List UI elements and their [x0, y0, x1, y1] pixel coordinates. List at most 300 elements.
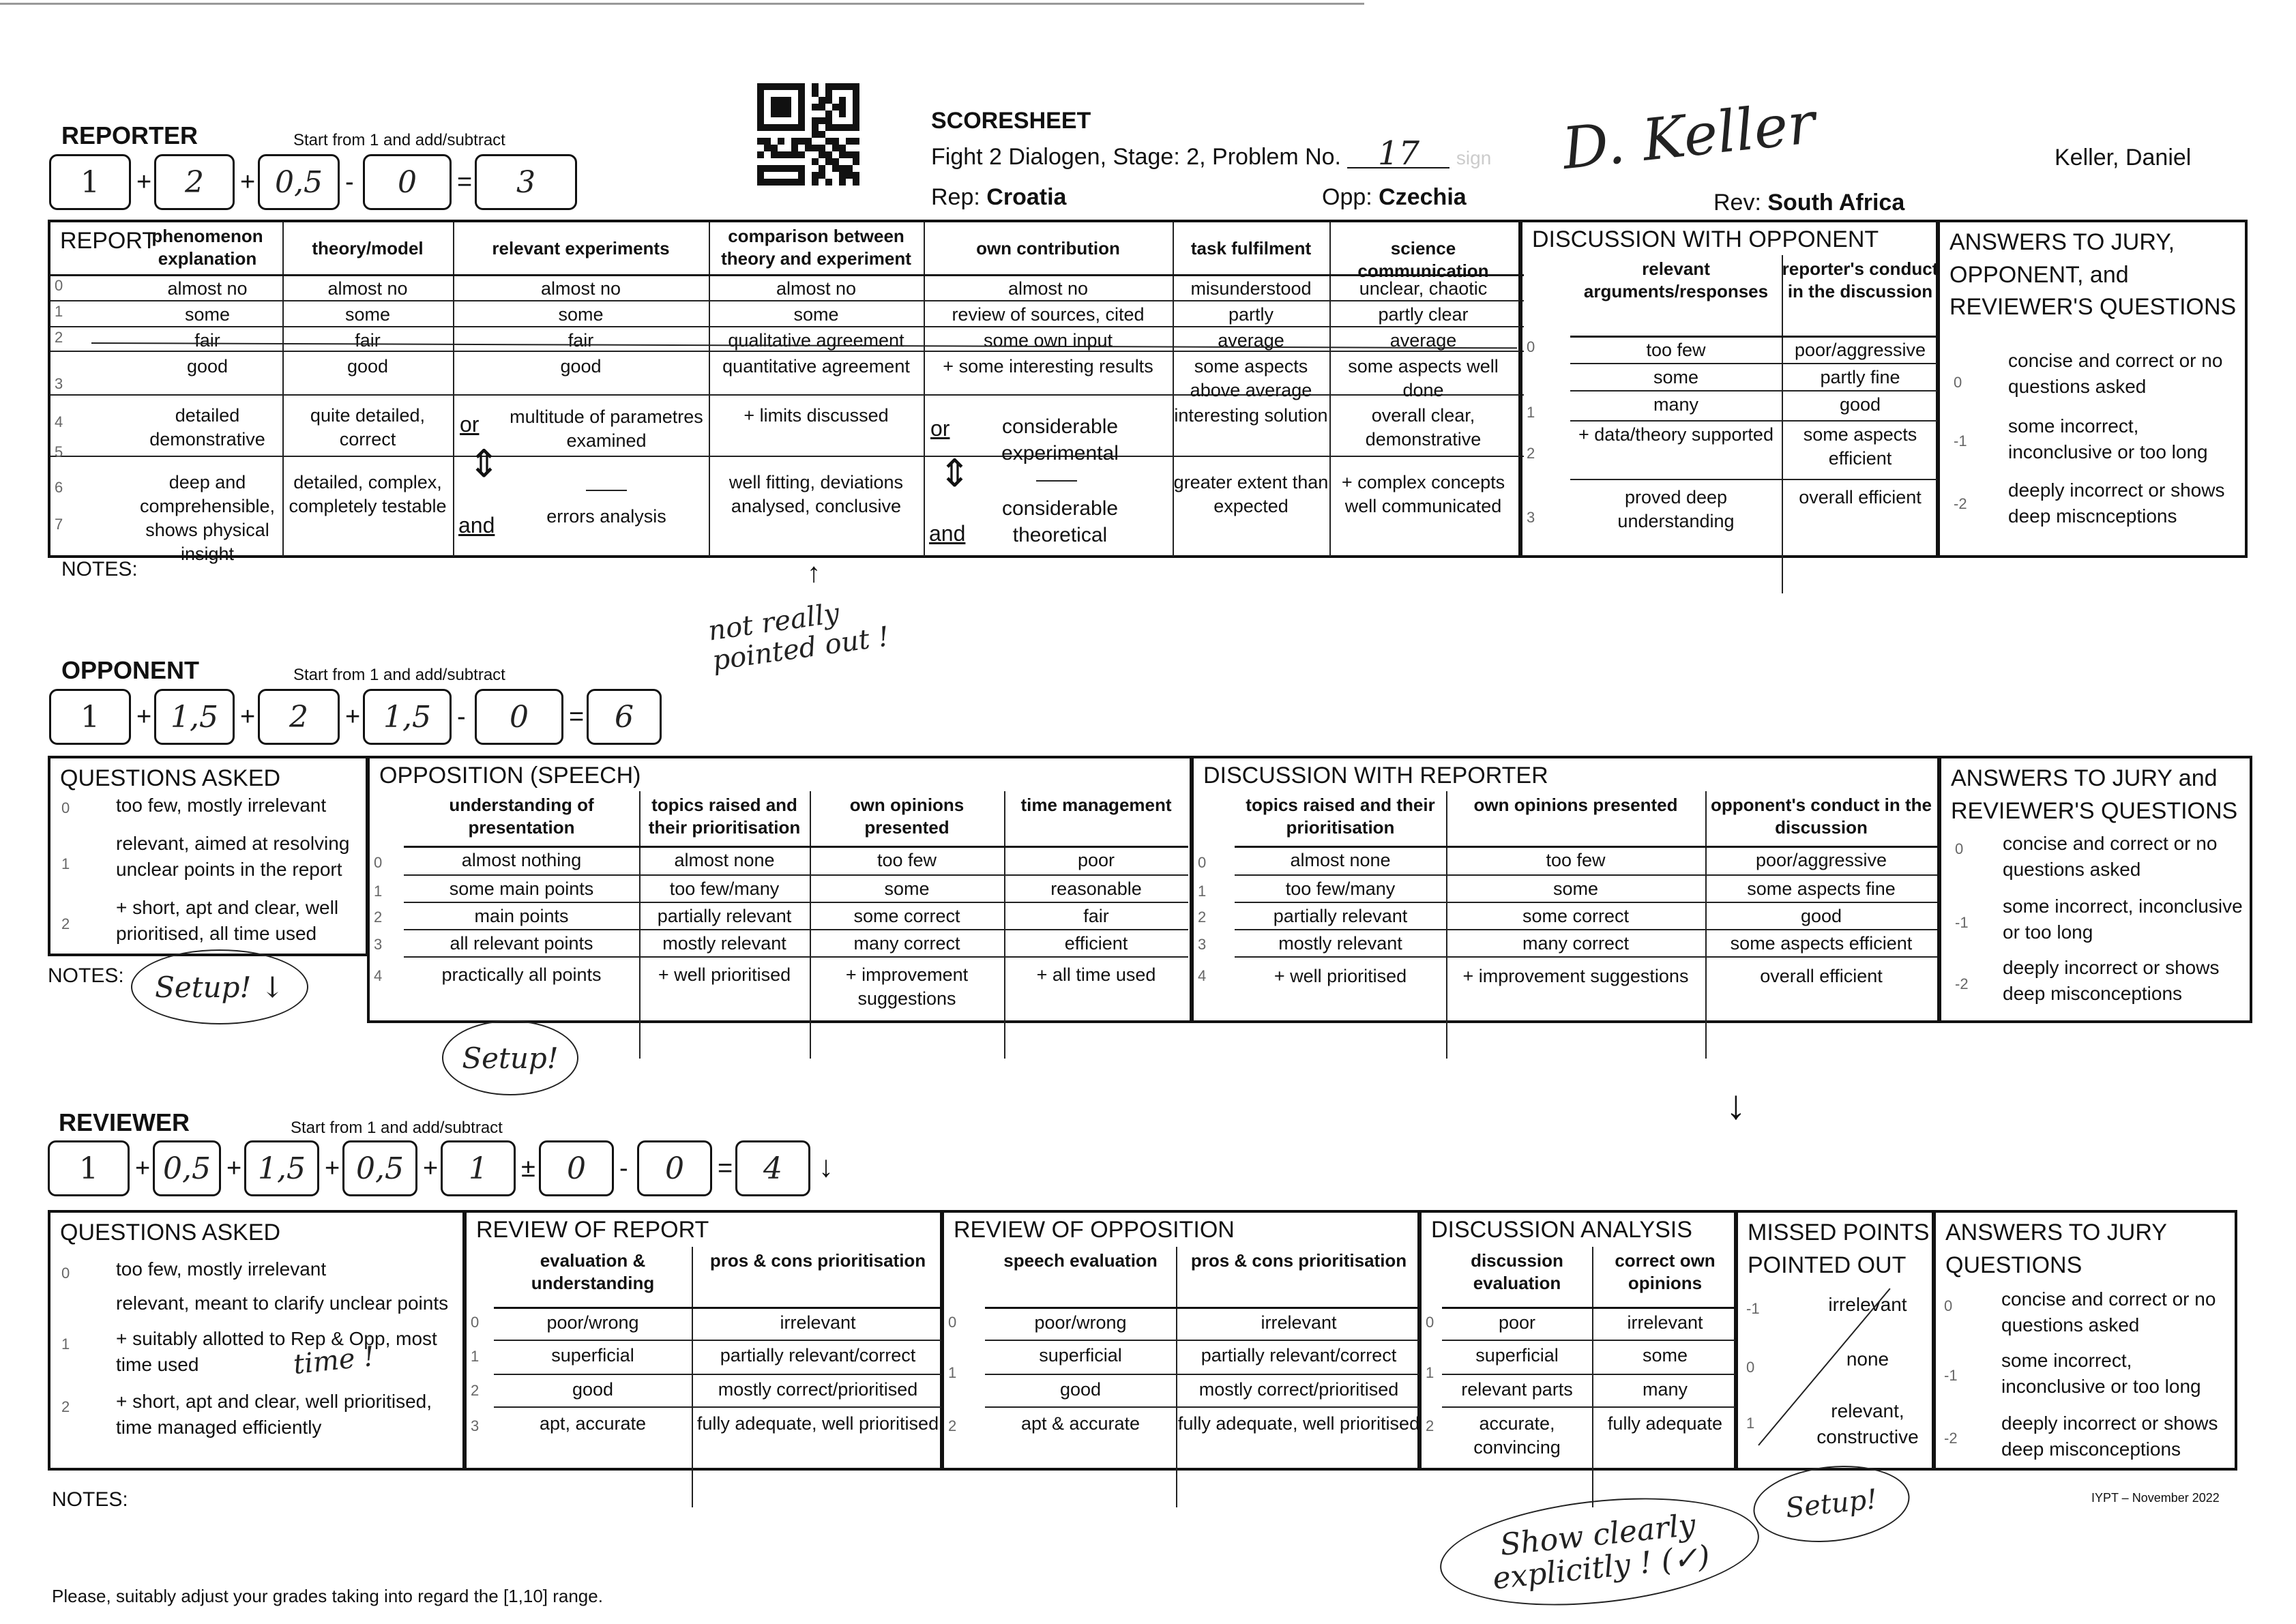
report-header-3: comparison between theory and experiment — [721, 226, 911, 269]
rev_disc-title: DISCUSSION ANALYSIS — [1431, 1217, 1692, 1243]
rev_disc-cell-1-1: some — [1642, 1345, 1688, 1365]
report-cell-1-5: partly — [1228, 304, 1274, 325]
report-row-line-4 — [50, 456, 1524, 457]
opp_ans-scale-2: -2 — [1955, 975, 1969, 992]
opponent-score-box-5: 6 — [587, 689, 662, 745]
opp_disc-cell-1-2: some aspects fine — [1747, 879, 1896, 899]
rep_disc-header-1: reporter's conduct in the discussion — [1782, 259, 1939, 301]
rep_disc-row-line-2 — [1570, 390, 1939, 392]
rev_disc-cell-2-1: many — [1642, 1379, 1688, 1400]
report-cell-2-5: average — [1218, 330, 1284, 351]
opp_disc-scale-4: 4 — [1198, 967, 1207, 984]
report-col-divider-4 — [924, 222, 925, 557]
opp-questions-panel — [48, 756, 368, 956]
opponent-score-op-4: = — [569, 703, 585, 731]
opp_disc-cell-0-2: poor/aggressive — [1755, 850, 1887, 870]
rev-setup-note: Setup! — [1750, 1458, 1913, 1549]
own-or-label: or — [930, 416, 950, 441]
rep_disc-row-line-3 — [1570, 420, 1939, 422]
rev_missed-item-2: relevant, constructive — [1816, 1400, 1919, 1447]
rep_ans-scale-0: 0 — [1954, 374, 1962, 391]
opp_speech-cell-0-1: almost none — [674, 850, 775, 870]
rev_disc-cell-2-0: relevant parts — [1461, 1379, 1573, 1400]
rep_disc-row-line-4 — [1570, 479, 1939, 480]
rev_opp-row-line-0 — [985, 1307, 1422, 1309]
report-answers-panel — [1937, 220, 2248, 558]
opp_speech-scale-3: 3 — [374, 936, 383, 953]
own-option-a: considerable experimental — [1001, 415, 1119, 464]
rep-team: Rep: Croatia — [931, 184, 1067, 210]
opponent-score-box-3: 1,5 — [363, 689, 452, 745]
report-scale-6: 6 — [55, 479, 63, 496]
opp_speech-cell-4-0: practically all points — [441, 964, 602, 985]
opp_speech-cell-1-0: some main points — [449, 879, 594, 899]
rev_opp-cell-3-0: apt & accurate — [1020, 1413, 1140, 1434]
opponent-score-op-0: + — [136, 703, 152, 731]
opp_speech-title: OPPOSITION (SPEECH) — [379, 763, 641, 788]
opp_q-item-2: + short, apt and clear, well prioritised, all time used — [116, 897, 339, 944]
opponent-score-box-2: 2 — [258, 689, 340, 745]
report-cell-3-5: some aspects above average — [1190, 356, 1312, 401]
rep_disc-cell-2-1: good — [1839, 394, 1881, 415]
report-cell-3-6: some aspects well done — [1348, 356, 1499, 401]
report-cell-0-2: almost no — [540, 278, 621, 299]
report-note: not really pointed out ! — [706, 597, 892, 677]
rep_ans-scale-1: -1 — [1954, 432, 1967, 449]
rev_disc-col-divider-1 — [1592, 1247, 1593, 1507]
opp_speech-cell-3-2: many correct — [853, 933, 960, 954]
report-header-4: own contribution — [976, 238, 1120, 259]
own-option-b: considerable theoretical — [1001, 497, 1119, 546]
opp_speech-header-0: understanding of presentation — [449, 795, 594, 838]
rev_disc-cell-1-0: superficial — [1475, 1345, 1559, 1365]
reviewer-score-op-4: ± — [521, 1154, 535, 1183]
opp_speech-header-2: own opinions presented — [849, 795, 965, 838]
reviewer-score-op-5: - — [619, 1154, 628, 1183]
report-col-divider-2 — [453, 222, 454, 557]
rev_disc-row-line-3 — [1442, 1406, 1738, 1408]
rev_opp-cell-0-1: irrelevant — [1261, 1312, 1337, 1333]
rep_disc-cell-1-0: some — [1653, 367, 1699, 387]
own-divider — [1036, 480, 1077, 482]
exp-and-label: and — [458, 513, 495, 537]
report-cell-3-4: + some interesting results — [943, 356, 1153, 377]
opp_disc-header-1: own opinions presented — [1473, 795, 1678, 815]
opp_ans-item-2: deeply incorrect or shows deep misconceptions — [2003, 957, 2220, 1004]
exp-divider — [586, 490, 627, 491]
report-scale-0: 0 — [55, 277, 63, 294]
exp-option-a: multitude of parametres examined — [510, 407, 703, 452]
rev-questions-panel — [48, 1210, 465, 1471]
reporter-score-line — [49, 154, 581, 211]
opponent-score-op-1: + — [240, 703, 256, 731]
reporter-score-op-2: - — [345, 168, 354, 196]
reviewer-score-box-4: 1 — [441, 1140, 516, 1196]
report-scale-7: 7 — [55, 516, 63, 533]
report-note-arrow: ↑ — [807, 558, 821, 588]
rev_disc-cell-0-1: irrelevant — [1627, 1312, 1703, 1333]
rev_opp-cell-3-1: fully adequate, well prioritised — [1177, 1413, 1420, 1434]
rev_opp-cell-2-1: mostly correct/prioritised — [1198, 1379, 1399, 1400]
rev_disc-row-line-1 — [1442, 1340, 1738, 1341]
opponent-score-box-0: 1 — [49, 689, 131, 745]
opp_disc-row-line-3 — [1235, 929, 1937, 930]
report-cell-3-3: quantitative agreement — [722, 356, 910, 377]
report-scale-3: 3 — [55, 375, 63, 392]
opp_speech-cell-2-1: partially relevant — [657, 906, 792, 926]
report-header-2: relevant experiments — [492, 238, 670, 259]
rev_disc-cell-0-0: poor — [1498, 1312, 1536, 1333]
rev_report-cell-2-1: mostly correct/prioritised — [718, 1379, 918, 1400]
report-cell-4-3: + limits discussed — [744, 405, 889, 426]
rep_disc-cell-3-0: + data/theory supported — [1578, 424, 1773, 445]
opp_q-item-0: too few, mostly irrelevant — [116, 795, 327, 816]
report-cell-0-6: unclear, chaotic — [1359, 278, 1488, 299]
rev_q-scale-0: 0 — [61, 1265, 70, 1282]
rev_report-row-line-1 — [494, 1340, 944, 1341]
rev_q-scale-1: 1 — [61, 1335, 70, 1353]
rev_opp-title: REVIEW OF OPPOSITION — [954, 1217, 1235, 1243]
opp_disc-scale-0: 0 — [1198, 854, 1207, 871]
rep_ans-scale-2: -2 — [1954, 495, 1967, 512]
rep_disc-scale-3: 3 — [1527, 509, 1535, 526]
missed-arrow: ↓ — [1726, 1082, 1746, 1127]
rev_opp-cell-2-0: good — [1059, 1379, 1102, 1400]
rev_report-scale-1: 1 — [471, 1348, 480, 1365]
report-cell-2-6: average — [1389, 330, 1457, 351]
opp_speech-scale-0: 0 — [374, 854, 383, 871]
rev_report-cell-2-0: good — [572, 1379, 614, 1400]
rev_report-cell-1-1: partially relevant/correct — [720, 1345, 916, 1365]
report-cell-3-1: good — [347, 356, 389, 377]
opp-answers-panel — [1939, 756, 2252, 1023]
report-cell-5-6: + complex concepts well communicated — [1341, 472, 1505, 517]
opp_disc-title: DISCUSSION WITH REPORTER — [1203, 763, 1548, 788]
opp_speech-cell-3-0: all relevant points — [450, 933, 593, 954]
rev_q-title: QUESTIONS ASKED — [60, 1220, 281, 1245]
opp_ans-title: ANSWERS TO JURY and REVIEWER'S QUESTIONS — [1951, 765, 2238, 824]
review-opposition-panel — [941, 1210, 1420, 1471]
reporter-score-op-3: = — [457, 168, 473, 196]
report-cell-0-5: misunderstood — [1190, 278, 1312, 299]
rep_disc-cell-3-1: some aspects efficient — [1803, 424, 1917, 469]
opp_speech-cell-2-2: some correct — [853, 906, 960, 926]
problem-number: 17 — [1347, 140, 1449, 168]
opp_speech-cell-4-3: + all time used — [1036, 964, 1156, 985]
opp-discussion-panel — [1191, 756, 1940, 1023]
report-cell-1-2: some — [558, 304, 604, 325]
reporter-score-box-3: 0 — [363, 154, 452, 210]
missed-points-panel — [1735, 1210, 1934, 1471]
qr-code — [757, 83, 859, 186]
rep_disc-scale-0: 0 — [1527, 338, 1535, 355]
rev_disc-row-line-0 — [1442, 1307, 1738, 1309]
opp_speech-cell-4-2: + improvement suggestions — [845, 964, 969, 1009]
opponent-score-op-3: - — [457, 703, 466, 731]
rev_opp-cell-0-0: poor/wrong — [1034, 1312, 1127, 1333]
rev_disc-cell-3-0: accurate, convincing — [1473, 1413, 1561, 1458]
rep_disc-cell-2-0: many — [1653, 394, 1699, 415]
rev_ans-scale-1: -1 — [1944, 1367, 1958, 1384]
report-header-rule — [50, 274, 1524, 276]
report-cell-3-0: good — [186, 356, 229, 377]
rep_disc-row-line-1 — [1570, 363, 1939, 364]
rep_ans-item-1: some incorrect, inconclusive or too long — [2008, 415, 2208, 462]
rep_ans-item-0: concise and correct or no questions asked — [2008, 350, 2223, 397]
rep_disc-scale-1: 1 — [1527, 404, 1535, 421]
exp-updown-icon: ⇕ — [468, 442, 500, 485]
rep_disc-cell-1-1: partly fine — [1820, 367, 1900, 387]
rep_disc-row-line-0 — [1570, 336, 1939, 338]
rev_report-row-line-3 — [494, 1406, 944, 1408]
rev_disc-scale-1: 1 — [1426, 1364, 1434, 1381]
report-header-5: task fulfilment — [1190, 238, 1312, 259]
rev_missed-scale-1: 0 — [1746, 1359, 1755, 1376]
rev_report-header-0: evaluation & understanding — [531, 1250, 655, 1293]
rev_q-item-0: too few, mostly irrelevant — [116, 1258, 327, 1280]
rep_disc-header-0: relevant arguments/responses — [1583, 259, 1769, 301]
reviewer-score-box-2: 1,5 — [244, 1140, 319, 1196]
reviewer-score-box-6: 0 — [637, 1140, 712, 1196]
opp_speech-row-line-3 — [404, 929, 1188, 930]
reviewer-score-box-1: 0,5 — [153, 1140, 221, 1196]
report-cell-0-4: almost no — [1007, 278, 1089, 299]
opp_speech-row-line-2 — [404, 902, 1188, 903]
opp_speech-cell-2-0: main points — [474, 906, 569, 926]
opp_disc-row-line-2 — [1235, 902, 1937, 903]
report-label: REPORT — [60, 228, 157, 254]
rep_ans-title: ANSWERS TO JURY, OPPONENT, and REVIEWER'S QUESTIONS — [1949, 229, 2237, 321]
opp_disc-cell-4-0: + well prioritised — [1274, 966, 1407, 986]
reviewer-notes-label: NOTES: — [52, 1488, 128, 1511]
report-cell-2-2: fair — [568, 330, 594, 351]
rev_ans-title: ANSWERS TO JURY QUESTIONS — [1945, 1220, 2167, 1278]
rev_disc-scale-0: 0 — [1426, 1314, 1434, 1331]
opp_disc-cell-3-2: some aspects efficient — [1730, 933, 1913, 954]
rev_opp-scale-0: 0 — [948, 1314, 957, 1331]
opp_disc-cell-3-0: mostly relevant — [1278, 933, 1402, 954]
reporter-start-note: Start from 1 and add/subtract — [293, 131, 505, 149]
opp_q-title: QUESTIONS ASKED — [60, 765, 281, 791]
opp-setup-note: Setup! ↓ — [131, 949, 308, 1024]
rep_ans-item-2: deeply incorrect or shows deep miscnceptions — [2008, 479, 2225, 527]
footer-version: IYPT – November 2022 — [2091, 1491, 2220, 1505]
rev_disc-cell-3-1: fully adequate — [1607, 1413, 1723, 1434]
rev_report-cell-0-0: poor/wrong — [546, 1312, 639, 1333]
reviewer-score-arrow: ↓ — [819, 1150, 834, 1183]
reviewer-score-box-3: 0,5 — [342, 1140, 417, 1196]
opp_speech-header-1: topics raised and their prioritisation — [648, 795, 801, 838]
report-cell-3-2: good — [560, 356, 602, 377]
opp_speech-cell-0-2: too few — [877, 850, 937, 870]
rev_report-cell-3-0: apt, accurate — [539, 1413, 647, 1434]
rev_opp-row-line-3 — [985, 1406, 1422, 1408]
opp_disc-cell-1-0: too few/many — [1285, 879, 1396, 899]
rev_ans-scale-0: 0 — [1944, 1297, 1953, 1314]
exp-option-b: errors analysis — [546, 506, 666, 527]
opp_speech-cell-0-3: poor — [1077, 850, 1115, 870]
rev_q-item-1: relevant, meant to clarify unclear points — [116, 1293, 449, 1314]
rep_disc-title: DISCUSSION WITH OPPONENT — [1532, 226, 1879, 252]
rev_disc-header-1: correct own opinions — [1615, 1250, 1716, 1293]
opp-setup-note-2: Setup! — [442, 1020, 578, 1095]
rev_report-cell-3-1: fully adequate, well prioritised — [696, 1413, 939, 1434]
sign-label: sign — [1456, 147, 1492, 168]
reporter-score-box-2: 0,5 — [258, 154, 340, 210]
opponent-score-box-4: 0 — [475, 689, 563, 745]
opp_disc-cell-4-1: + improvement suggestions — [1462, 966, 1689, 986]
opp_disc-header-2: opponent's conduct in the discussion — [1711, 795, 1932, 838]
report-cell-2-4: some own input — [983, 330, 1113, 351]
report-cell-4-6: overall clear, demonstrative — [1365, 405, 1482, 450]
opp_ans-item-0: concise and correct or no questions asked — [2003, 833, 2218, 880]
rev_report-scale-0: 0 — [471, 1314, 480, 1331]
opp_speech-cell-0-0: almost nothing — [461, 850, 582, 870]
rev_missed-item-0: irrelevant — [1828, 1294, 1907, 1315]
report-cell-1-0: some — [184, 304, 231, 325]
opp-team: Opp: Czechia — [1322, 184, 1467, 210]
rep_disc-cell-0-1: poor/aggressive — [1794, 340, 1926, 360]
report-header-1: theory/model — [312, 238, 424, 259]
rev_missed-title: MISSED POINTS POINTED OUT — [1748, 1220, 1930, 1278]
reviewer-score-op-2: + — [325, 1154, 340, 1183]
review-report-panel — [464, 1210, 943, 1471]
opp_disc-scale-1: 1 — [1198, 883, 1207, 900]
opp_disc-cell-2-0: partially relevant — [1273, 906, 1408, 926]
opp_q-scale-0: 0 — [61, 799, 70, 816]
report-cell-5-5: greater extent than expected — [1173, 472, 1329, 517]
rev_ans-item-2: deeply incorrect or shows deep misconceptions — [2001, 1413, 2218, 1460]
rev_q-item-3: + short, apt and clear, well prioritised, time managed efficiently — [116, 1391, 432, 1438]
rev_q-item-2: + suitably allotted to Rep & Opp, most time used — [116, 1328, 437, 1375]
rep_disc-cell-0-0: too few — [1646, 340, 1706, 360]
report-cell-5-3: well fitting, deviations analysed, conclusive — [728, 472, 904, 517]
report-header-6: science communication — [1357, 238, 1489, 281]
reviewer-title: REVIEWER — [59, 1108, 190, 1136]
rev_ans-scale-2: -2 — [1944, 1430, 1958, 1447]
fight-line — [931, 134, 1492, 173]
reviewer-score-box-5: 0 — [539, 1140, 614, 1196]
opponent-title: OPPONENT — [61, 656, 200, 684]
exp-or-label: or — [460, 412, 480, 437]
opp_q-scale-1: 1 — [61, 855, 70, 872]
opponent-notes-label: NOTES: — [48, 964, 124, 987]
opp_disc-cell-4-2: overall efficient — [1760, 966, 1883, 986]
rev_opp-header-0: speech evaluation — [1003, 1250, 1158, 1271]
rev_report-col-divider-1 — [692, 1247, 693, 1507]
footer-note: Please, suitably adjust your grades taking into regard the [1,10] range. — [52, 1586, 603, 1606]
juror-name: Keller, Daniel — [2055, 145, 2192, 171]
report-cell-1-3: some — [793, 304, 839, 325]
report-scale-5: 5 — [55, 443, 63, 460]
report-cell-0-3: almost no — [776, 278, 857, 299]
opp_disc-row-line-4 — [1235, 956, 1937, 958]
opp_speech-cell-3-3: efficient — [1064, 933, 1128, 954]
rev_report-row-line-0 — [494, 1307, 944, 1309]
opp_speech-scale-1: 1 — [374, 883, 383, 900]
reporter-score-op-1: + — [240, 168, 256, 196]
opp_speech-cell-4-1: + well prioritised — [658, 964, 791, 985]
opp_speech-cell-1-2: some — [884, 879, 930, 899]
reporter-title: REPORTER — [61, 121, 198, 149]
rev_report-title: REVIEW OF REPORT — [476, 1217, 709, 1243]
rev_opp-cell-1-1: partially relevant/correct — [1201, 1345, 1397, 1365]
report-cell-1-6: partly clear — [1378, 304, 1469, 325]
rev_ans-item-1: some incorrect, inconclusive or too long — [2001, 1350, 2201, 1397]
rep_disc-scale-2: 2 — [1527, 445, 1535, 462]
opp_speech-scale-2: 2 — [374, 909, 383, 926]
report-cell-2-3: qualitative agreement — [728, 330, 904, 351]
rev_missed-scale-0: -1 — [1746, 1300, 1760, 1317]
rev_opp-cell-1-0: superficial — [1039, 1345, 1122, 1365]
reviewer-score-box-7: 4 — [735, 1140, 810, 1196]
report-scale-2: 2 — [55, 329, 63, 346]
opp_ans-item-1: some incorrect, inconclusive or too long — [2003, 896, 2243, 943]
reporter-score-box-1: 2 — [154, 154, 235, 210]
rev_opp-row-line-2 — [985, 1374, 1422, 1375]
opponent-score-box-1: 1,5 — [154, 689, 235, 745]
rep_disc-cell-4-1: overall efficient — [1799, 487, 1922, 507]
report-scale-1: 1 — [55, 303, 63, 320]
rev_report-row-line-2 — [494, 1374, 944, 1375]
opp_disc-scale-3: 3 — [1198, 936, 1207, 953]
report-cell-1-4: review of sources, cited — [952, 304, 1145, 325]
report-cell-5-0: deep and comprehensible, shows physical insight — [139, 472, 276, 565]
reporter-score-op-0: + — [136, 168, 152, 196]
own-and-label: and — [929, 521, 966, 546]
rev-clearly-note: Show clearly explicitly ! (✓) — [1434, 1484, 1764, 1619]
rev_disc-scale-2: 2 — [1426, 1417, 1434, 1434]
signature: D. Keller — [1559, 89, 1819, 183]
opp_disc-header-0: topics raised and their prioritisation — [1246, 795, 1435, 838]
report-cell-1-1: some — [344, 304, 391, 325]
reviewer-score-op-0: + — [135, 1154, 151, 1183]
opp_disc-cell-1-1: some — [1552, 879, 1599, 899]
opp_disc-row-line-0 — [1235, 846, 1937, 848]
reviewer-score-op-6: = — [718, 1154, 733, 1183]
opponent-score-op-2: + — [345, 703, 361, 731]
rev_opp-header-1: pros & cons prioritisation — [1190, 1250, 1407, 1271]
opp_disc-cell-2-1: some correct — [1522, 906, 1630, 926]
rev_q-scale-2: 2 — [61, 1398, 70, 1415]
reviewer-start-note: Start from 1 and add/subtract — [291, 1119, 503, 1137]
reviewer-score-box-0: 1 — [48, 1140, 130, 1196]
opponent-score-line — [49, 689, 663, 746]
scoresheet-title: SCORESHEET — [931, 108, 1091, 134]
report-cell-4-1: quite detailed, correct — [310, 405, 426, 450]
report-cell-0-0: almost no — [167, 278, 248, 299]
opp_speech-cell-1-1: too few/many — [669, 879, 780, 899]
rev_ans-item-0: concise and correct or no questions asked — [2001, 1288, 2216, 1335]
reporter-score-box-0: 1 — [49, 154, 131, 210]
opp_speech-cell-2-3: fair — [1083, 906, 1109, 926]
report-cell-2-0: fair — [194, 330, 220, 351]
report-discussion-panel — [1520, 220, 1939, 558]
reviewer-score-op-1: + — [226, 1154, 242, 1183]
opp_speech-row-line-4 — [404, 956, 1188, 958]
opponent-start-note: Start from 1 and add/subtract — [293, 666, 505, 684]
rep_disc-cell-4-0: proved deep understanding — [1617, 487, 1735, 532]
report-cell-5-1: detailed, complex, completely testable — [289, 472, 447, 517]
opp_disc-row-line-1 — [1235, 874, 1937, 876]
discussion-analysis-panel — [1419, 1210, 1737, 1471]
own-updown-icon: ⇕ — [939, 452, 971, 494]
opp_disc-cell-3-1: many correct — [1522, 933, 1630, 954]
rev_disc-row-line-2 — [1442, 1374, 1738, 1375]
rev_opp-row-line-1 — [985, 1340, 1422, 1341]
report-cell-2-1: fair — [355, 330, 381, 351]
opp_ans-scale-0: 0 — [1955, 840, 1964, 857]
